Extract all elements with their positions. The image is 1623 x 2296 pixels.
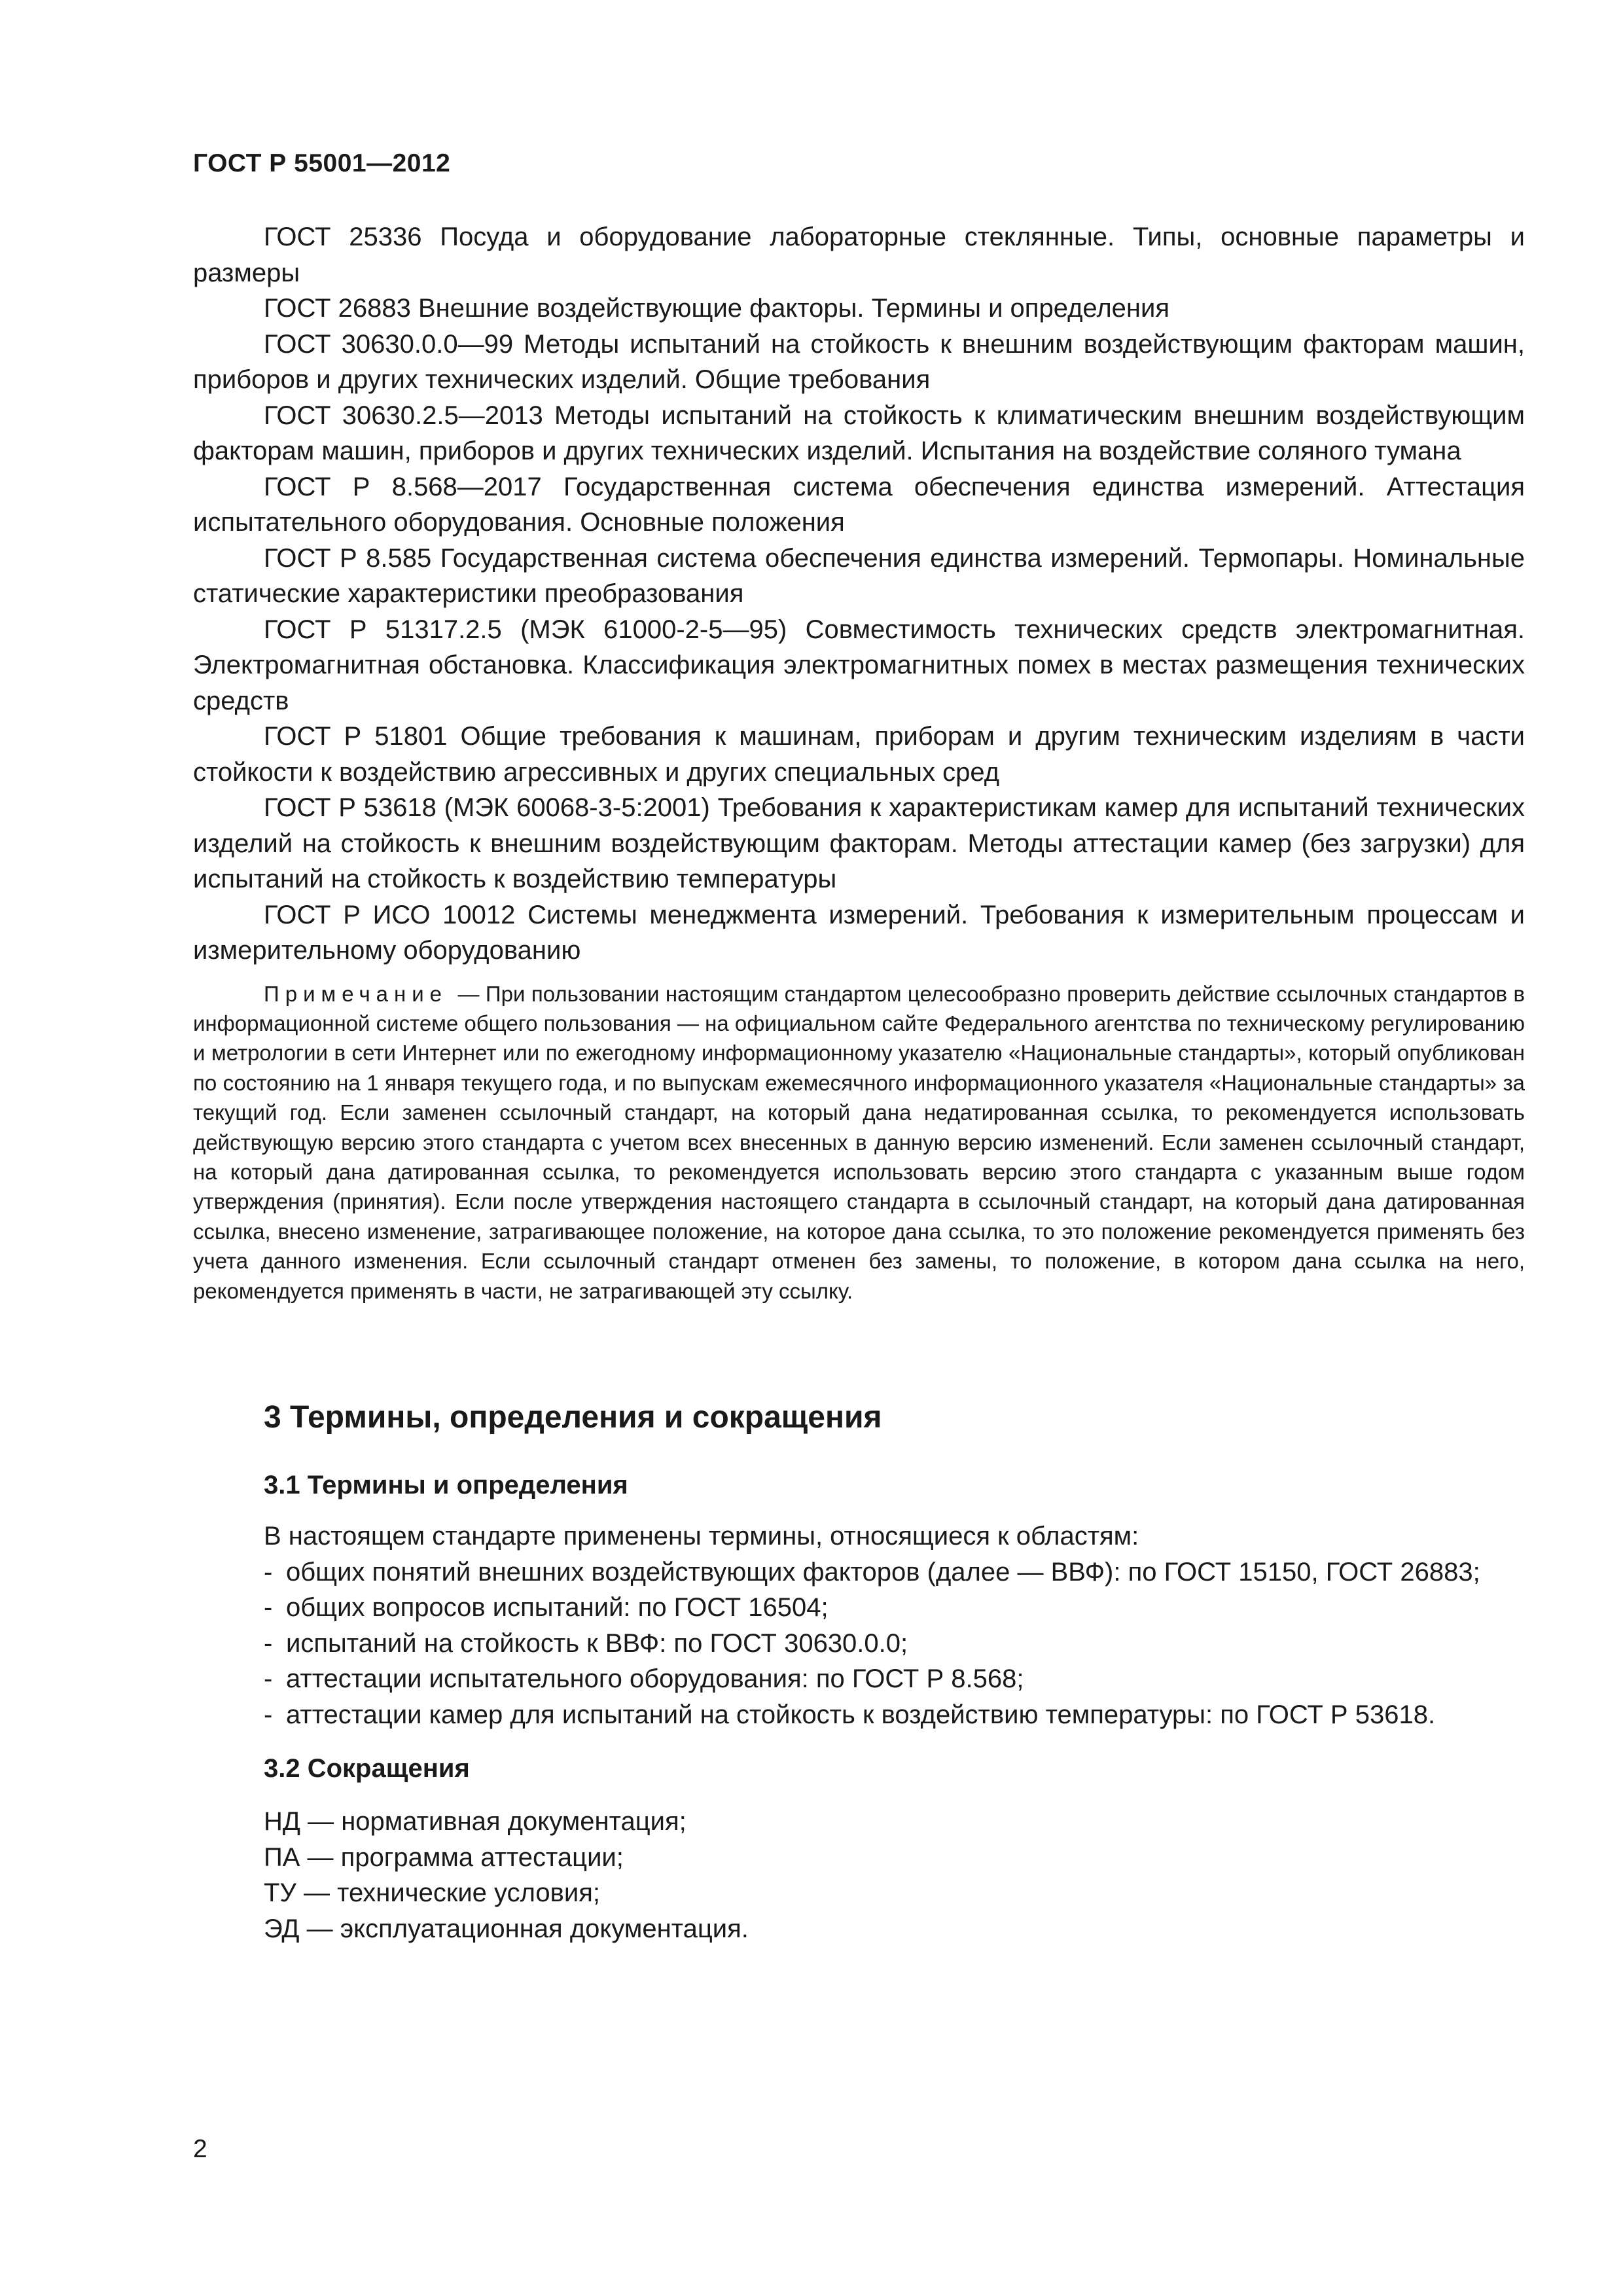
abbreviations-list (264, 1804, 1525, 1946)
list-item (264, 1626, 1525, 1662)
dash-marker: - (264, 1593, 273, 1622)
list-item-text: испытаний на стойкость к ВВФ: по ГОСТ 30630.0.0; (286, 1628, 908, 1658)
subsection-3-2-heading: 3.2 Сокращения (264, 1754, 470, 1783)
reference-item: ГОСТ 25336 Посуда и оборудование лабораторные стеклянные. Типы, основные параметры и размеры (193, 223, 1525, 287)
dash-marker: - (264, 1664, 273, 1693)
note-paragraph (193, 979, 1525, 1306)
abbreviations-block (264, 1804, 1525, 1946)
abbreviation-item: ТУ — технические условия; (264, 1878, 600, 1907)
list-item (264, 1697, 1525, 1733)
list-item-text: общих понятий внешних воздействующих факторов (далее — ВВФ): по ГОСТ 15150, ГОСТ 26883; (286, 1557, 1480, 1587)
terms-intro: В настоящем стандарте применены термины, относящиеся к областям: (264, 1522, 1139, 1551)
page-number: 2 (193, 2135, 207, 2163)
list-item-text: аттестации испытательного оборудования: по ГОСТ Р 8.568; (286, 1664, 1024, 1693)
dash-marker: - (264, 1700, 273, 1729)
reference-item: ГОСТ 30630.2.5—2013 Методы испытаний на стойкость к климатическим внешним воздействующим факторам машин, приборов и других технических изделий. Испытания на воздействие соляного тумана (193, 401, 1525, 465)
note-text: — При пользовании настоящим стандартом целесообразно проверить действие ссылочных стандартов в информационной системе общего пользования — на официальном сайте Федерального агентства по техническому регулированию и метрологии в сети Интернет или по ежегодному информационному указателю «Национальные стандарты», который опубликован по состоянию на 1 января текущего года, и по выпускам ежемесячного информационного указателя «Национальные стандарты» за текущий год. Если заменен ссылочный стандарт, на который дана недатированная ссылка, то рекомендуется использовать действующую версию этого стандарта с учетом всех внесенных в данную версию изменений. Если заменен ссылочный стандарт, на который дана датированная ссылка, то рекомендуется использовать версию этого стандарта с указанным выше годом утверждения (принятия). Если после утверждения настоящего стандарта в ссылочный стандарт, на который дана датированная ссылка, внесено изменение, затрагивающее положение, на которое дана ссылка, то это положение рекомендуется применять без учета данного изменения. Если ссылочный стандарт отменен без замены, то положение, в котором дана ссылка на него, рекомендуется применять в части, не затрагивающей эту ссылку. (193, 981, 1525, 1303)
list-item-text: общих вопросов испытаний: по ГОСТ 16504; (286, 1593, 829, 1622)
dash-marker: - (264, 1628, 273, 1658)
reference-item: ГОСТ 26883 Внешние воздействующие факторы. Термины и определения (264, 294, 1170, 323)
normative-references (193, 219, 1525, 1327)
section-3-heading: 3 Термины, определения и сокращения (264, 1400, 882, 1435)
terms-list (264, 1554, 1525, 1733)
reference-item: ГОСТ 30630.0.0—99 Методы испытаний на стойкость к внешним воздействующим факторам машин, приборов и других технических изделий. Общие требования (193, 329, 1525, 394)
terms-block (264, 1518, 1525, 1732)
abbreviation-item: ЭД — эксплуатационная документация. (264, 1914, 749, 1943)
reference-item: ГОСТ Р 8.585 Государственная система обеспечения единства измерений. Термопары. Номинальные статические характеристики преобразования (193, 543, 1525, 608)
list-item (264, 1661, 1525, 1697)
reference-item: ГОСТ Р 51317.2.5 (МЭК 61000-2-5—95) Совместимость технических средств электромагнитная. Электромагнитная обстановка. Классификация электромагнитных помех в местах размещения технических средств (193, 615, 1525, 715)
reference-item: ГОСТ Р ИСО 10012 Системы менеджмента измерений. Требования к измерительным процессам и измерительному оборудованию (193, 900, 1525, 965)
document-page (193, 0, 1525, 2296)
list-item (264, 1554, 1525, 1590)
reference-item: ГОСТ Р 53618 (МЭК 60068-3-5:2001) Требования к характеристикам камер для испытаний технических изделий на стойкость к внешним воздействующим факторам. Методы аттестации камер (без загрузки) для испытаний на стойкость к воздействию температуры (193, 793, 1525, 893)
list-item-text: аттестации камер для испытаний на стойкость к воздействию температуры: по ГОСТ Р 53618. (286, 1700, 1436, 1729)
subsection-3-1-heading: 3.1 Термины и определения (264, 1471, 628, 1499)
list-item (264, 1590, 1525, 1626)
abbreviation-item: ПА — программа аттестации; (264, 1842, 624, 1872)
dash-marker: - (264, 1557, 273, 1587)
abbreviation-item: НД — нормативная документация; (264, 1807, 687, 1836)
reference-item: ГОСТ Р 8.568—2017 Государственная система обеспечения единства измерений. Аттестация испытательного оборудования. Основные положения (193, 472, 1525, 537)
document-code-header: ГОСТ Р 55001—2012 (193, 149, 451, 177)
note-label: Примечание (264, 981, 448, 1006)
reference-item: ГОСТ Р 51801 Общие требования к машинам, приборам и другим техническим изделиям в части стойкости к воздействию агрессивных и других специальных сред (193, 722, 1525, 787)
